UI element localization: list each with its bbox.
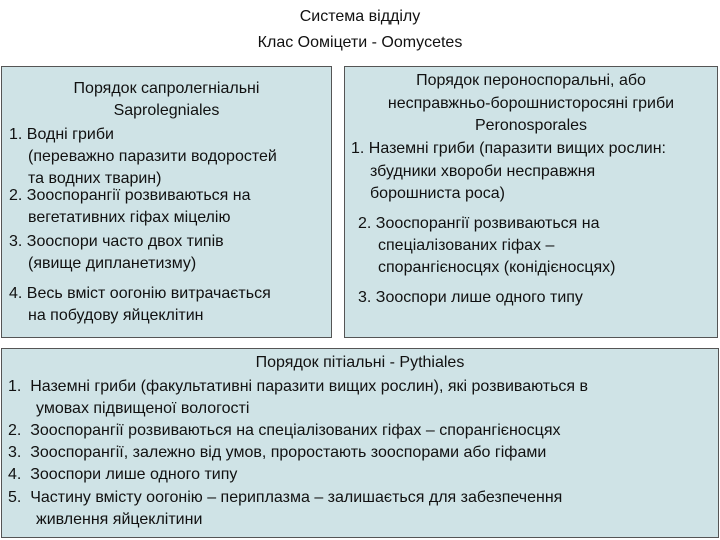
peronosporales-item: спеціалізованих гіфах –	[378, 237, 555, 254]
saprolegniales-box	[1, 66, 332, 338]
header-line-2: Клас Ооміцети - Oomycetes	[257, 34, 463, 51]
saprolegniales-item: на побудову яйцеклітин	[28, 307, 204, 324]
pythiales-item: 1. Наземні гриби (факультативні паразити вищих рослин), які розвиваються в	[8, 378, 589, 395]
saprolegniales-item: 1. Водні гриби	[9, 126, 114, 143]
saprolegniales-item: (явище дипланетизму)	[28, 255, 197, 272]
peronosporales-item: 2. Зооспорангії розвиваються на	[358, 215, 600, 232]
saprolegniales-item: та водних тварин)	[28, 170, 162, 187]
saprolegniales-item: 4. Весь вміст оогонію витрачається	[9, 285, 271, 302]
header-line-1: Система відділу	[299, 8, 421, 25]
pythiales-title-prefix: Порядок пітіальні -	[255, 354, 400, 371]
saprolegniales-latin: Saprolegniales	[113, 102, 220, 119]
pythiales-item: 4. Зооспори лише одного типу	[8, 466, 238, 483]
saprolegniales-item: 3. Зооспори часто двох типів	[9, 233, 224, 250]
pythiales-item: 3. Зооспорангії, залежно від умов, проростають зооспорами або гіфами	[8, 444, 547, 461]
pythiales-box	[1, 348, 719, 538]
peronosporales-item: борошниста роса)	[370, 185, 505, 202]
pythiales-title	[2, 352, 718, 374]
peronosporales-item: 3. Зооспори лише одного типу	[358, 289, 583, 306]
pythiales-title-latin: Pythiales	[399, 354, 465, 371]
peronosporales-item: збудники хвороби несправжня	[370, 163, 596, 180]
peronosporales-latin: Peronosporales	[474, 117, 588, 134]
peronosporales-title-1: Порядок пероноспоральні, або	[416, 72, 646, 89]
peronosporales-title-2: несправжньо-борошнисторосяні гриби	[387, 95, 675, 112]
saprolegniales-item: вегетативних гіфах міцелію	[28, 209, 231, 226]
saprolegniales-item: (переважно паразити водоростей	[28, 148, 277, 165]
pythiales-item: 5. Частину вмісту оогонію – периплазма – залишається для забезпечення	[8, 489, 563, 506]
saprolegniales-item: 2. Зооспорангії розвиваються на	[9, 187, 251, 204]
saprolegniales-title: Порядок сапролегніальні	[73, 80, 260, 97]
peronosporales-box	[344, 66, 718, 338]
pythiales-item: умовах підвищеної вологості	[36, 400, 250, 417]
pythiales-item: живлення яйцеклітини	[36, 511, 203, 528]
pythiales-item: 2. Зооспорангії розвиваються на спеціалізованих гіфах – спорангієносцях	[8, 422, 561, 439]
peronosporales-item: 1. Наземні гриби (паразити вищих рослин:	[351, 140, 666, 157]
peronosporales-item: спорангієносцях (конідієносцях)	[378, 259, 616, 276]
